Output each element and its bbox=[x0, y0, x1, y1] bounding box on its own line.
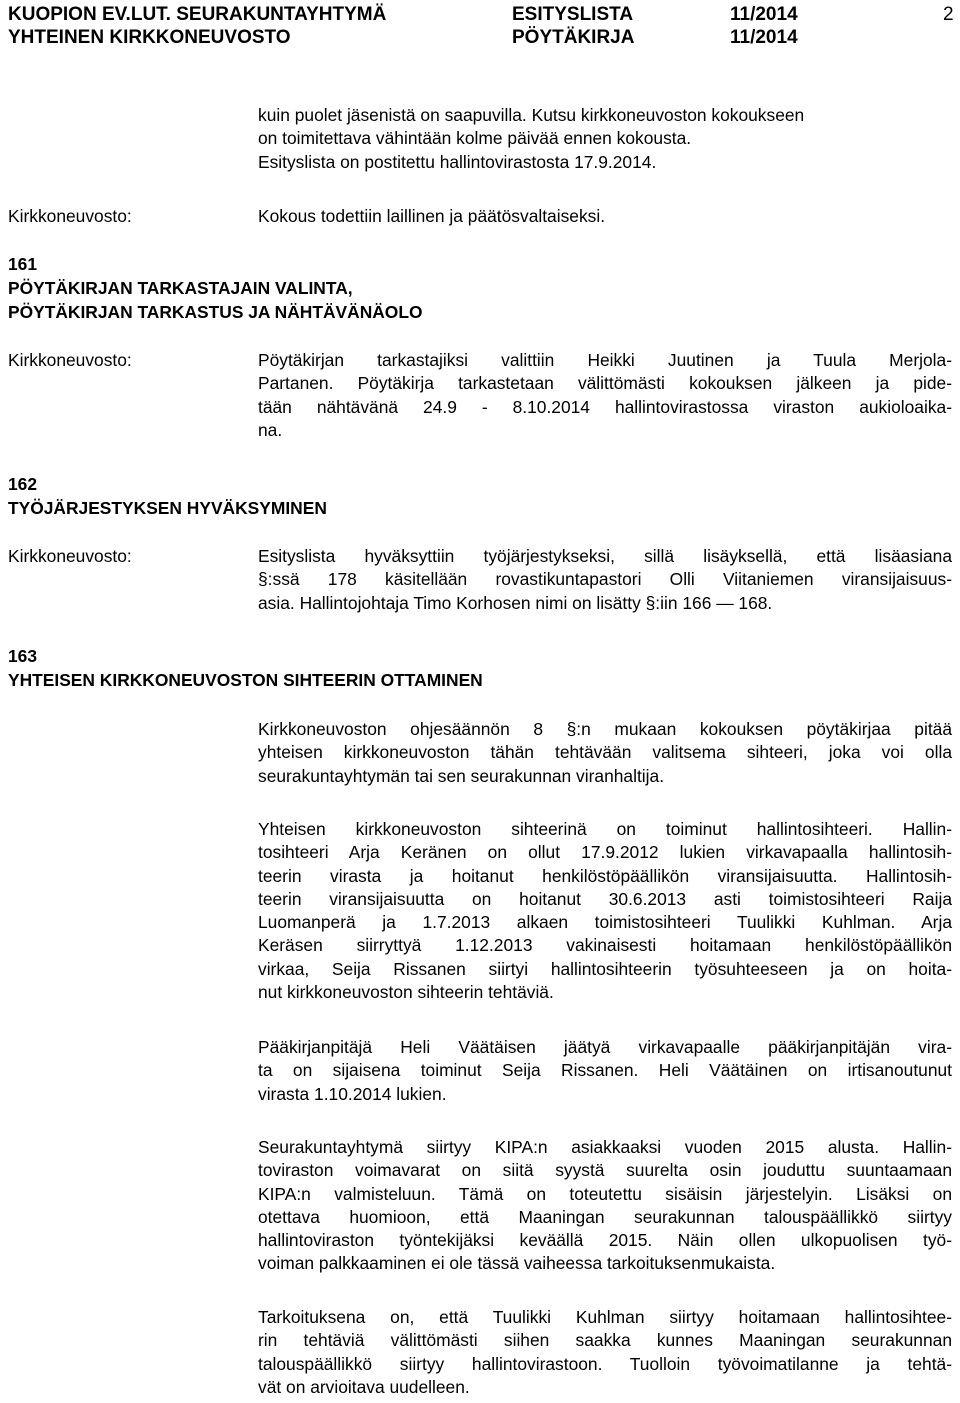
text-line: Seurakuntayhtymä siirtyy KIPA:n asiakkaaksi vuoden 2015 alusta. Hallin- bbox=[258, 1137, 952, 1157]
text-line: Kirkkoneuvoston ohjesäännön 8 §:n mukaan kokouksen pöytäkirjaa pitää bbox=[258, 719, 952, 739]
paragraph bbox=[258, 1306, 952, 1399]
text-line: Pöytäkirjan tarkastajiksi valittiin Heikki Juutinen ja Tuula Merjola- bbox=[258, 350, 952, 370]
text-line: Pääkirjanpitäjä Heli Väätäisen jäätyä virkavapaalle pääkirjanpitäjän vira- bbox=[258, 1037, 952, 1057]
decision-label: Kirkkoneuvosto: bbox=[8, 206, 132, 226]
paragraph bbox=[258, 1136, 952, 1276]
text-line: teerin virasta ja hoitanut henkilöstöpäällikön viransijaisuutta. Hallintosih- bbox=[258, 865, 952, 886]
text-line: talouspäällikkö siirtyy hallintovirastoon. Tuolloin työvoimatilanne ja tehtä- bbox=[258, 1353, 952, 1374]
text-line: §:ssä 178 käsitellään rovastikuntapastori Olli Viitaniemen viransijaisuus- bbox=[258, 569, 952, 590]
header-doc-type-2: PÖYTÄKIRJA bbox=[512, 27, 635, 48]
text-line: voiman palkkaaminen ei ole tässä vaiheessa tarkoituksenmukaista. bbox=[258, 1253, 776, 1274]
text-line: Esityslista on postitettu hallintovirastosta 17.9.2014. bbox=[258, 151, 657, 172]
text-line: virasta 1.10.2014 lukien. bbox=[258, 1083, 447, 1104]
text-line: hallintoviraston työntekijäksi keväällä 2015. Näin ollen ulkopuolisen työ- bbox=[258, 1230, 952, 1251]
header-number-2: 11/2014 bbox=[730, 27, 798, 48]
text-line: Luomanperä ja 1.7.2013 alkaen toimistosihteeri Tuulikki Kuhlman. Arja bbox=[258, 912, 952, 933]
text-line: Tarkoituksena on, että Tuulikki Kuhlman siirtyy hoitamaan hallintosihtee- bbox=[258, 1307, 952, 1327]
paragraph bbox=[258, 718, 952, 788]
page-number: 2 bbox=[943, 4, 954, 25]
text-line: tosihteeri Arja Keränen on ollut 17.9.2012 lukien virkavapaalla hallintosih- bbox=[258, 842, 952, 863]
text-line: KIPA:n valmisteluun. Tämä on toteutettu sisäisin järjestelyin. Lisäksi on bbox=[258, 1183, 952, 1204]
text-line: toviraston voimavarat on siitä syystä suurelta osin jouduttu suuntaamaan bbox=[258, 1160, 952, 1181]
decision-label: Kirkkoneuvosto: bbox=[8, 546, 132, 566]
text-line: rin tehtäviä välittömästi siihen saakka kunnes Maaningan seurakunnan bbox=[258, 1330, 952, 1351]
decision-text bbox=[258, 545, 952, 615]
text-line: on toimitettava vähintään kolme päivää ennen kokousta. bbox=[258, 128, 692, 149]
text-line: ta on sijaisena toiminut Seija Rissanen. Heli Väätäinen on irtisanoutunut bbox=[258, 1060, 952, 1081]
text-line: na. bbox=[258, 419, 283, 440]
text-line: tään nähtävänä 24.9 - 8.10.2014 hallintovirastossa viraston aukioloaika- bbox=[258, 396, 952, 417]
decision-label: Kirkkoneuvosto: bbox=[8, 350, 132, 370]
text-line: Partanen. Pöytäkirja tarkastetaan välittömästi kokouksen jälkeen ja pide- bbox=[258, 373, 952, 394]
paragraph bbox=[258, 1036, 952, 1106]
text-line: vät on arvioitava uudelleen. bbox=[258, 1376, 470, 1397]
section-title: PÖYTÄKIRJAN TARKASTAJAIN VALINTA, bbox=[8, 278, 353, 298]
section-number: 162 bbox=[8, 474, 38, 494]
document-header bbox=[8, 2, 952, 52]
header-org: KUOPION EV.LUT. SEURAKUNTAYHTYMÄ bbox=[8, 4, 387, 25]
text-line: Yhteisen kirkkoneuvoston sihteerinä on toiminut hallintosihteeri. Hallin- bbox=[258, 819, 952, 839]
text-line: asia. Hallintojohtaja Timo Korhosen nimi on lisätty §:iin 166 — 168. bbox=[258, 592, 773, 613]
text-line: otettava huomioon, että Maaningan seurakunnan talouspäällikkö siirtyy bbox=[258, 1206, 952, 1227]
text-line: yhteisen kirkkoneuvoston tähän tehtävään valitsema sihteeri, joka voi olla bbox=[258, 742, 952, 763]
section-number: 161 bbox=[8, 254, 38, 274]
decision-text bbox=[258, 349, 952, 442]
text-line: kuin puolet jäsenistä on saapuvilla. Kutsu kirkkoneuvoston kokoukseen bbox=[258, 105, 805, 125]
section-number: 163 bbox=[8, 646, 38, 666]
header-doc-type: ESITYSLISTA bbox=[512, 4, 634, 25]
paragraph bbox=[258, 818, 952, 1004]
header-body: YHTEINEN KIRKKONEUVOSTO bbox=[8, 27, 291, 48]
header-number: 11/2014 bbox=[730, 4, 798, 25]
text-line: Esityslista hyväksyttiin työjärjestykseksi, sillä lisäyksellä, että lisäasiana bbox=[258, 546, 952, 566]
section-title: TYÖJÄRJESTYKSEN HYVÄKSYMINEN bbox=[8, 498, 327, 518]
text-line: nut kirkkoneuvoston sihteerin tehtäviä. bbox=[258, 982, 554, 1003]
text-line: seurakuntayhtymän tai sen seurakunnan viranhaltija. bbox=[258, 765, 665, 786]
section-title-line2: PÖYTÄKIRJAN TARKASTUS JA NÄHTÄVÄNÄOLO bbox=[8, 302, 423, 322]
decision-text: Kokous todettiin laillinen ja päätösvaltaiseksi. bbox=[258, 206, 606, 226]
section-title: YHTEISEN KIRKKONEUVOSTON SIHTEERIN OTTAMINEN bbox=[8, 670, 483, 690]
text-line: teerin viransijaisuutta on hoitanut 30.6.2013 asti toimistosihteeri Raija bbox=[258, 888, 952, 909]
text-line: Keräsen siirryttyä 1.12.2013 vakinaisesti hoitamaan henkilöstöpäällikön bbox=[258, 935, 952, 956]
intro-paragraph bbox=[258, 104, 952, 174]
text-line: virkaa, Seija Rissanen siirtyi hallintosihteerin työsuhteeseen ja on hoita- bbox=[258, 958, 952, 979]
